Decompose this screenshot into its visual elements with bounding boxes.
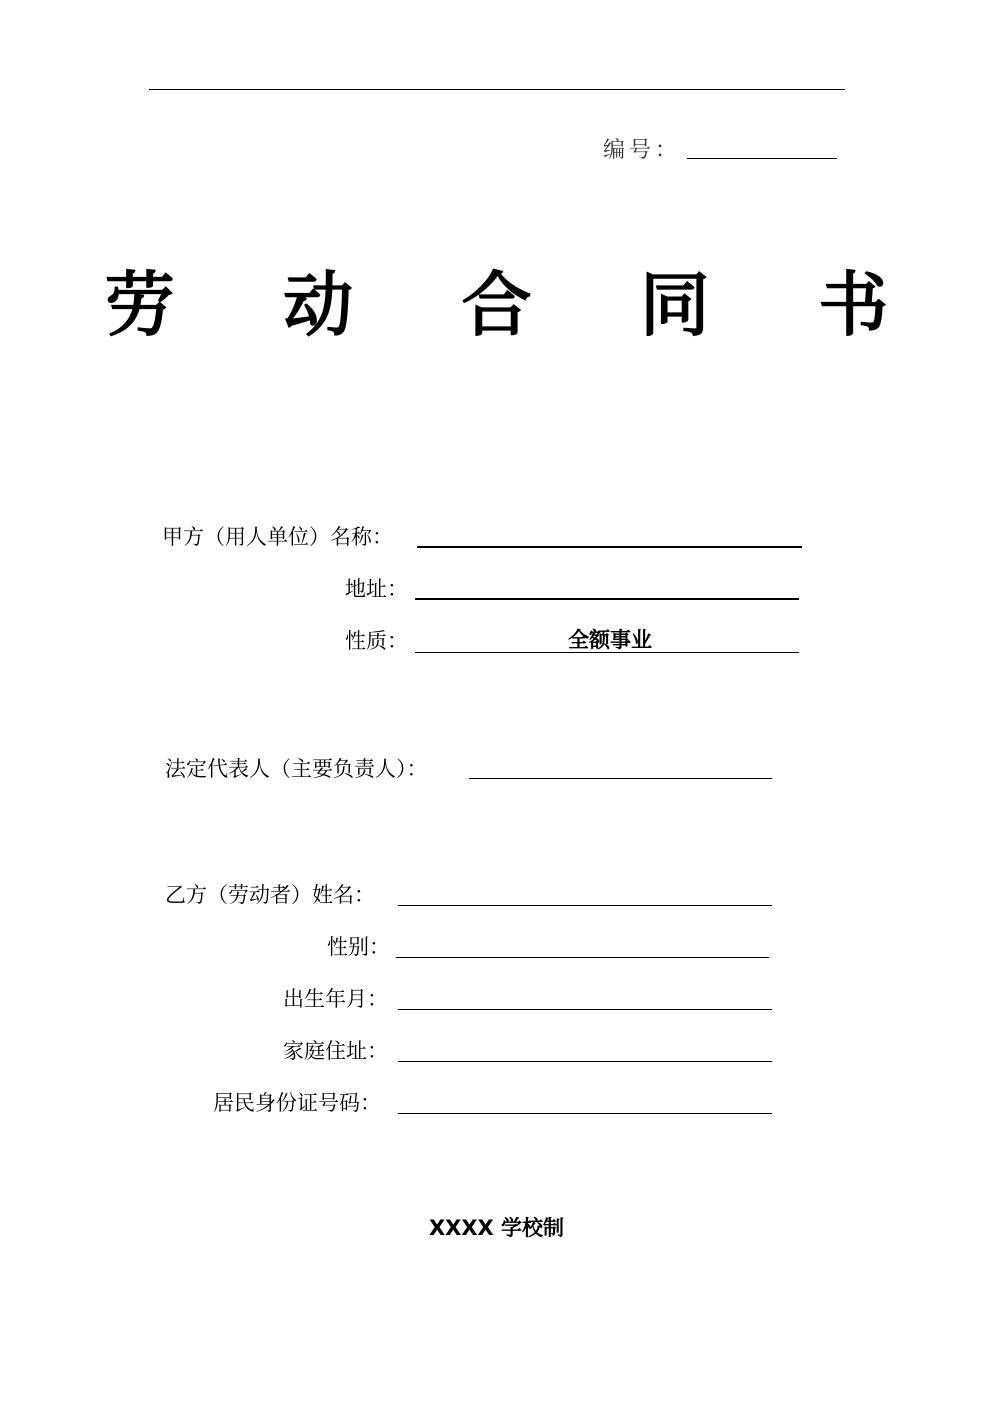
party-a-address-field[interactable] [415,598,799,600]
party-b-home-address-label: 家庭住址： [283,1039,388,1063]
party-a-address-label: 地址： [345,577,408,601]
party-b-home-address-field[interactable] [398,1061,772,1062]
party-a-nature-label: 性质： [345,629,408,653]
party-a-name-field[interactable] [417,546,802,548]
party-b-birth-field[interactable] [398,1009,772,1010]
document-number-label: 编号： [603,138,682,163]
legal-representative-field[interactable] [469,778,772,779]
party-b-id-number-field[interactable] [398,1113,772,1114]
party-b-birth-label: 出生年月： [283,987,388,1011]
party-a-name-label: 甲方（用人单位）名称： [162,525,393,549]
document-title: 劳 动 合 同 书 [104,264,931,346]
party-b-id-number-label: 居民身份证号码： [213,1091,381,1115]
party-b-name-field[interactable] [398,905,772,906]
document-number-field[interactable] [687,158,837,159]
party-b-name-label: 乙方（劳动者）姓名： [165,883,375,907]
issuer-footer: XXXX 学校制 [428,1216,565,1240]
party-a-nature-field[interactable] [415,652,799,653]
party-b-gender-field[interactable] [396,957,769,958]
header-rule [149,89,845,90]
legal-representative-label: 法定代表人（主要负责人）： [165,757,428,781]
party-a-nature-value: 全额事业 [568,628,652,652]
party-b-gender-label: 性别： [327,935,390,959]
